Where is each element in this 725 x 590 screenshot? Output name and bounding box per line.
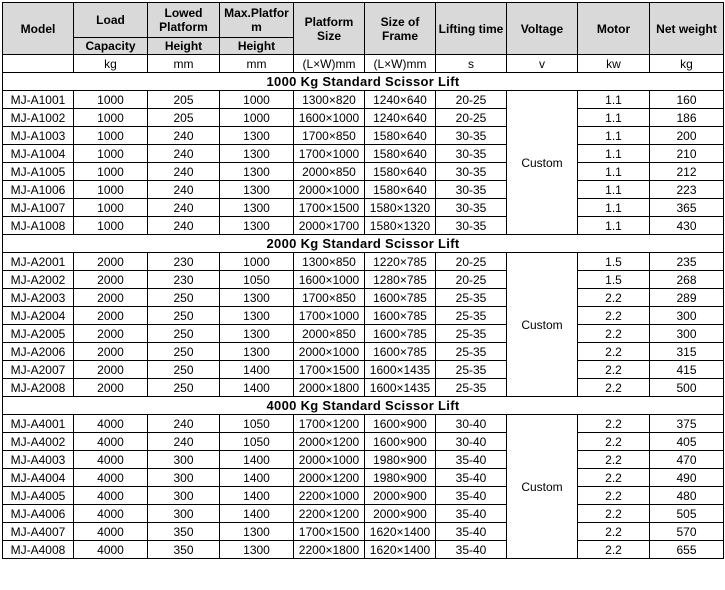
cell-motor: 2.2 [578, 415, 650, 433]
cell-lifting-time: 35-40 [436, 451, 507, 469]
scissor-lift-spec-table [2, 2, 724, 559]
cell-frame-size: 1600×900 [365, 415, 436, 433]
cell-load: 1000 [74, 163, 148, 181]
table-row [3, 109, 724, 127]
cell-motor: 2.2 [578, 325, 650, 343]
section-heading-row [3, 397, 724, 415]
unit-max: mm [220, 55, 294, 73]
header-net-weight: Net weight [650, 3, 724, 55]
cell-net-weight: 375 [650, 415, 724, 433]
cell-model: MJ-A1007 [3, 199, 74, 217]
cell-voltage: Custom [507, 91, 578, 235]
cell-max-height: 1300 [220, 541, 294, 559]
cell-max-height: 1300 [220, 181, 294, 199]
cell-net-weight: 505 [650, 505, 724, 523]
cell-lifting-time: 25-35 [436, 325, 507, 343]
cell-lifting-time: 20-25 [436, 91, 507, 109]
cell-load: 4000 [74, 523, 148, 541]
cell-lifting-time: 25-35 [436, 361, 507, 379]
cell-lifting-time: 30-40 [436, 433, 507, 451]
cell-platform-size: 1700×1200 [294, 415, 365, 433]
cell-frame-size: 1580×640 [365, 181, 436, 199]
cell-frame-size: 1620×1400 [365, 541, 436, 559]
cell-net-weight: 289 [650, 289, 724, 307]
cell-platform-size: 1300×820 [294, 91, 365, 109]
cell-net-weight: 405 [650, 433, 724, 451]
header-frame-size: Size of Frame [365, 3, 436, 55]
cell-lowed-height: 240 [148, 433, 220, 451]
cell-frame-size: 1280×785 [365, 271, 436, 289]
table-row [3, 487, 724, 505]
cell-platform-size: 2000×1200 [294, 433, 365, 451]
cell-model: MJ-A2006 [3, 343, 74, 361]
cell-max-height: 1300 [220, 307, 294, 325]
table-row [3, 505, 724, 523]
cell-lifting-time: 20-25 [436, 271, 507, 289]
cell-model: MJ-A2007 [3, 361, 74, 379]
cell-model: MJ-A2002 [3, 271, 74, 289]
cell-motor: 2.2 [578, 469, 650, 487]
cell-model: MJ-A4004 [3, 469, 74, 487]
cell-lifting-time: 30-35 [436, 163, 507, 181]
cell-max-height: 1300 [220, 289, 294, 307]
unit-voltage: v [507, 55, 578, 73]
cell-motor: 2.2 [578, 289, 650, 307]
cell-max-height: 1300 [220, 163, 294, 181]
cell-lowed-height: 240 [148, 163, 220, 181]
cell-model: MJ-A2005 [3, 325, 74, 343]
unit-weight: kg [650, 55, 724, 73]
cell-model: MJ-A1005 [3, 163, 74, 181]
cell-lifting-time: 30-35 [436, 145, 507, 163]
cell-frame-size: 1580×640 [365, 127, 436, 145]
section-title: 1000 Kg Standard Scissor Lift [3, 73, 724, 91]
cell-lowed-height: 250 [148, 379, 220, 397]
cell-platform-size: 1300×850 [294, 253, 365, 271]
section-heading-row [3, 235, 724, 253]
cell-load: 2000 [74, 325, 148, 343]
cell-motor: 2.2 [578, 505, 650, 523]
cell-net-weight: 315 [650, 343, 724, 361]
cell-model: MJ-A1002 [3, 109, 74, 127]
cell-model: MJ-A2008 [3, 379, 74, 397]
cell-model: MJ-A4006 [3, 505, 74, 523]
cell-net-weight: 415 [650, 361, 724, 379]
header-lowed-platform: Lowed Platform [148, 3, 220, 38]
cell-net-weight: 212 [650, 163, 724, 181]
cell-platform-size: 2200×1000 [294, 487, 365, 505]
cell-load: 2000 [74, 343, 148, 361]
header-motor: Motor [578, 3, 650, 55]
cell-load: 1000 [74, 217, 148, 235]
cell-frame-size: 1580×640 [365, 145, 436, 163]
cell-lifting-time: 30-35 [436, 199, 507, 217]
cell-net-weight: 235 [650, 253, 724, 271]
cell-lifting-time: 35-40 [436, 487, 507, 505]
header-model: Model [3, 3, 74, 55]
cell-lowed-height: 230 [148, 271, 220, 289]
cell-net-weight: 655 [650, 541, 724, 559]
cell-load: 1000 [74, 91, 148, 109]
cell-platform-size: 1700×1000 [294, 145, 365, 163]
unit-platform: (L×W)mm [294, 55, 365, 73]
cell-lowed-height: 230 [148, 253, 220, 271]
cell-platform-size: 2200×1800 [294, 541, 365, 559]
header-lowed-height: Height [148, 38, 220, 55]
cell-platform-size: 2000×850 [294, 325, 365, 343]
header-max-height: Height [220, 38, 294, 55]
cell-load: 1000 [74, 199, 148, 217]
cell-platform-size: 2000×850 [294, 163, 365, 181]
cell-max-height: 1300 [220, 343, 294, 361]
unit-time: s [436, 55, 507, 73]
unit-lowed: mm [148, 55, 220, 73]
cell-net-weight: 268 [650, 271, 724, 289]
cell-model: MJ-A1004 [3, 145, 74, 163]
cell-platform-size: 2000×1200 [294, 469, 365, 487]
cell-load: 2000 [74, 379, 148, 397]
cell-lifting-time: 25-35 [436, 379, 507, 397]
cell-net-weight: 430 [650, 217, 724, 235]
cell-motor: 2.2 [578, 523, 650, 541]
table-row [3, 181, 724, 199]
cell-max-height: 1050 [220, 433, 294, 451]
cell-load: 1000 [74, 181, 148, 199]
cell-platform-size: 1700×850 [294, 289, 365, 307]
cell-lifting-time: 30-35 [436, 127, 507, 145]
table-row [3, 361, 724, 379]
cell-platform-size: 1600×1000 [294, 271, 365, 289]
cell-lifting-time: 30-35 [436, 181, 507, 199]
cell-lowed-height: 240 [148, 181, 220, 199]
cell-max-height: 1400 [220, 361, 294, 379]
cell-net-weight: 470 [650, 451, 724, 469]
cell-platform-size: 1700×850 [294, 127, 365, 145]
table-row [3, 271, 724, 289]
cell-lifting-time: 20-25 [436, 109, 507, 127]
cell-net-weight: 570 [650, 523, 724, 541]
cell-motor: 1.1 [578, 181, 650, 199]
table-row [3, 253, 724, 271]
header-platform-size: Platform Size [294, 3, 365, 55]
cell-frame-size: 1580×1320 [365, 199, 436, 217]
cell-lowed-height: 300 [148, 469, 220, 487]
cell-model: MJ-A2003 [3, 289, 74, 307]
cell-max-height: 1300 [220, 145, 294, 163]
cell-model: MJ-A4008 [3, 541, 74, 559]
header-voltage: Voltage [507, 3, 578, 55]
cell-lifting-time: 30-40 [436, 415, 507, 433]
cell-max-height: 1400 [220, 379, 294, 397]
cell-lowed-height: 300 [148, 451, 220, 469]
cell-frame-size: 1980×900 [365, 451, 436, 469]
cell-voltage: Custom [507, 253, 578, 397]
table-row [3, 145, 724, 163]
cell-motor: 2.2 [578, 307, 650, 325]
cell-net-weight: 300 [650, 325, 724, 343]
table-row [3, 91, 724, 109]
cell-lowed-height: 250 [148, 361, 220, 379]
cell-max-height: 1050 [220, 415, 294, 433]
cell-load: 4000 [74, 541, 148, 559]
cell-lifting-time: 35-40 [436, 469, 507, 487]
cell-max-height: 1400 [220, 469, 294, 487]
cell-motor: 2.2 [578, 361, 650, 379]
cell-frame-size: 1220×785 [365, 253, 436, 271]
cell-motor: 2.2 [578, 541, 650, 559]
cell-platform-size: 1700×1500 [294, 523, 365, 541]
cell-load: 2000 [74, 271, 148, 289]
table-row [3, 433, 724, 451]
section-title: 4000 Kg Standard Scissor Lift [3, 397, 724, 415]
cell-lowed-height: 250 [148, 325, 220, 343]
header-capacity: Capacity [74, 38, 148, 55]
table-row [3, 217, 724, 235]
cell-platform-size: 2000×1000 [294, 181, 365, 199]
cell-load: 4000 [74, 415, 148, 433]
cell-load: 1000 [74, 127, 148, 145]
unit-model [3, 55, 74, 73]
cell-frame-size: 1600×785 [365, 307, 436, 325]
cell-max-height: 1000 [220, 253, 294, 271]
cell-lifting-time: 30-35 [436, 217, 507, 235]
cell-platform-size: 2200×1200 [294, 505, 365, 523]
cell-load: 4000 [74, 487, 148, 505]
cell-max-height: 1300 [220, 325, 294, 343]
cell-motor: 1.1 [578, 109, 650, 127]
header-max-platform: Max.Platfor m [220, 3, 294, 38]
cell-lowed-height: 240 [148, 127, 220, 145]
cell-load: 1000 [74, 145, 148, 163]
cell-frame-size: 1600×1435 [365, 379, 436, 397]
table-row [3, 541, 724, 559]
cell-motor: 1.5 [578, 253, 650, 271]
cell-platform-size: 2000×1000 [294, 343, 365, 361]
cell-voltage: Custom [507, 415, 578, 559]
cell-frame-size: 1600×785 [365, 325, 436, 343]
table-row [3, 523, 724, 541]
cell-net-weight: 160 [650, 91, 724, 109]
cell-frame-size: 2000×900 [365, 487, 436, 505]
spec-table-body [3, 73, 724, 559]
cell-model: MJ-A2004 [3, 307, 74, 325]
cell-load: 4000 [74, 505, 148, 523]
cell-lowed-height: 250 [148, 307, 220, 325]
cell-max-height: 1300 [220, 127, 294, 145]
cell-lowed-height: 240 [148, 217, 220, 235]
cell-net-weight: 210 [650, 145, 724, 163]
cell-model: MJ-A1008 [3, 217, 74, 235]
table-row [3, 289, 724, 307]
table-row [3, 379, 724, 397]
cell-net-weight: 365 [650, 199, 724, 217]
cell-load: 1000 [74, 109, 148, 127]
section-heading-row [3, 73, 724, 91]
cell-platform-size: 1700×1500 [294, 361, 365, 379]
cell-lifting-time: 20-25 [436, 253, 507, 271]
cell-motor: 2.2 [578, 451, 650, 469]
cell-load: 4000 [74, 469, 148, 487]
cell-max-height: 1000 [220, 91, 294, 109]
cell-frame-size: 1240×640 [365, 91, 436, 109]
table-row [3, 127, 724, 145]
cell-net-weight: 200 [650, 127, 724, 145]
table-row [3, 325, 724, 343]
table-row [3, 343, 724, 361]
header-lifting-time: Lifting time [436, 3, 507, 55]
cell-model: MJ-A4007 [3, 523, 74, 541]
cell-frame-size: 1240×640 [365, 109, 436, 127]
cell-model: MJ-A1006 [3, 181, 74, 199]
cell-max-height: 1400 [220, 487, 294, 505]
cell-lifting-time: 25-35 [436, 343, 507, 361]
cell-model: MJ-A2001 [3, 253, 74, 271]
cell-lifting-time: 35-40 [436, 505, 507, 523]
cell-lowed-height: 300 [148, 505, 220, 523]
cell-frame-size: 1600×785 [365, 289, 436, 307]
cell-motor: 1.1 [578, 163, 650, 181]
cell-net-weight: 490 [650, 469, 724, 487]
cell-load: 4000 [74, 451, 148, 469]
cell-motor: 2.2 [578, 487, 650, 505]
cell-model: MJ-A4001 [3, 415, 74, 433]
table-row [3, 469, 724, 487]
cell-lowed-height: 300 [148, 487, 220, 505]
cell-lowed-height: 205 [148, 109, 220, 127]
cell-model: MJ-A1003 [3, 127, 74, 145]
cell-platform-size: 2000×1700 [294, 217, 365, 235]
cell-model: MJ-A4003 [3, 451, 74, 469]
unit-frame: (L×W)mm [365, 55, 436, 73]
cell-model: MJ-A4002 [3, 433, 74, 451]
header-load: Load [74, 3, 148, 38]
cell-net-weight: 500 [650, 379, 724, 397]
cell-frame-size: 1580×640 [365, 163, 436, 181]
cell-lowed-height: 240 [148, 415, 220, 433]
cell-lifting-time: 25-35 [436, 289, 507, 307]
cell-lowed-height: 240 [148, 199, 220, 217]
cell-max-height: 1400 [220, 451, 294, 469]
cell-max-height: 1050 [220, 271, 294, 289]
cell-max-height: 1300 [220, 523, 294, 541]
cell-lowed-height: 250 [148, 289, 220, 307]
cell-frame-size: 1600×1435 [365, 361, 436, 379]
table-row [3, 415, 724, 433]
cell-max-height: 1300 [220, 199, 294, 217]
cell-lowed-height: 350 [148, 541, 220, 559]
cell-frame-size: 1600×785 [365, 343, 436, 361]
table-row [3, 163, 724, 181]
cell-platform-size: 2000×1000 [294, 451, 365, 469]
cell-motor: 2.2 [578, 379, 650, 397]
cell-motor: 2.2 [578, 433, 650, 451]
cell-frame-size: 1620×1400 [365, 523, 436, 541]
cell-lifting-time: 35-40 [436, 523, 507, 541]
cell-lowed-height: 250 [148, 343, 220, 361]
cell-motor: 1.1 [578, 217, 650, 235]
cell-load: 2000 [74, 289, 148, 307]
cell-lowed-height: 350 [148, 523, 220, 541]
cell-platform-size: 1600×1000 [294, 109, 365, 127]
cell-net-weight: 300 [650, 307, 724, 325]
cell-motor: 1.1 [578, 127, 650, 145]
table-row [3, 451, 724, 469]
section-title: 2000 Kg Standard Scissor Lift [3, 235, 724, 253]
cell-max-height: 1300 [220, 217, 294, 235]
cell-load: 2000 [74, 253, 148, 271]
cell-model: MJ-A4005 [3, 487, 74, 505]
cell-frame-size: 1600×900 [365, 433, 436, 451]
cell-net-weight: 480 [650, 487, 724, 505]
cell-platform-size: 1700×1500 [294, 199, 365, 217]
cell-frame-size: 1580×1320 [365, 217, 436, 235]
cell-load: 2000 [74, 307, 148, 325]
cell-net-weight: 223 [650, 181, 724, 199]
cell-lifting-time: 35-40 [436, 541, 507, 559]
header-row-main [3, 3, 724, 38]
cell-frame-size: 2000×900 [365, 505, 436, 523]
table-row [3, 199, 724, 217]
cell-lowed-height: 240 [148, 145, 220, 163]
cell-motor: 1.5 [578, 271, 650, 289]
cell-motor: 2.2 [578, 343, 650, 361]
table-row [3, 307, 724, 325]
cell-max-height: 1400 [220, 505, 294, 523]
units-row [3, 55, 724, 73]
cell-max-height: 1000 [220, 109, 294, 127]
cell-motor: 1.1 [578, 199, 650, 217]
cell-platform-size: 1700×1000 [294, 307, 365, 325]
unit-load: kg [74, 55, 148, 73]
cell-motor: 1.1 [578, 91, 650, 109]
unit-motor: kw [578, 55, 650, 73]
cell-frame-size: 1980×900 [365, 469, 436, 487]
cell-platform-size: 2000×1800 [294, 379, 365, 397]
cell-model: MJ-A1001 [3, 91, 74, 109]
cell-load: 2000 [74, 361, 148, 379]
cell-net-weight: 186 [650, 109, 724, 127]
cell-lifting-time: 25-35 [436, 307, 507, 325]
cell-motor: 1.1 [578, 145, 650, 163]
cell-lowed-height: 205 [148, 91, 220, 109]
cell-load: 4000 [74, 433, 148, 451]
